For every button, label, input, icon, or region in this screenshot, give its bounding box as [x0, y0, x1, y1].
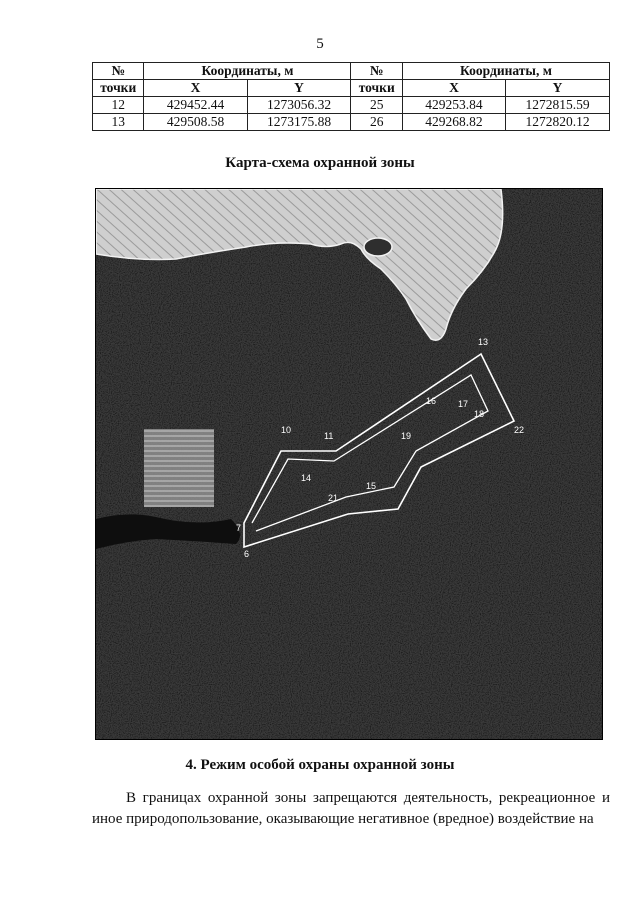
clearing-area: [144, 429, 214, 507]
map-point-label: 11: [324, 431, 334, 441]
satellite-map-image: [96, 189, 602, 739]
map-point-label: 10: [281, 425, 292, 435]
map-point-label: 7: [236, 523, 242, 533]
coordinates-table: [92, 62, 610, 131]
map-point-label: 21: [328, 493, 339, 503]
header-coordinates-2: Координаты, м: [402, 63, 609, 80]
map-title: Карта-схема охранной зоны: [225, 155, 415, 171]
map-point-label: 15: [366, 481, 377, 491]
map-point-label: 14: [301, 473, 312, 483]
table-cell: 26: [351, 114, 402, 131]
body-paragraph: В границах охранной зоны запрещаются деятельность, рекреационное и иное природопользование, оказывающие негативное (вредное) воздействие на: [92, 790, 610, 827]
table-cell: 429508.58: [144, 114, 247, 131]
table-cell: 1272820.12: [506, 114, 610, 131]
header-y-2: Y: [506, 80, 610, 97]
header-y: Y: [247, 80, 351, 97]
map-point-label: 22: [514, 425, 525, 435]
map-point-label: 17: [458, 399, 469, 409]
table-cell: 1273175.88: [247, 114, 351, 131]
field-pond: [364, 238, 392, 256]
header-point-number: №: [93, 63, 144, 80]
protected-zone-map: [95, 188, 603, 740]
table-cell: 12: [93, 97, 144, 114]
table-row: [93, 114, 610, 131]
section-heading: 4. Режим особой охраны охранной зоны: [185, 757, 455, 773]
header-coordinates: Координаты, м: [144, 63, 351, 80]
map-point-label: 13: [478, 337, 489, 347]
table-cell: 1272815.59: [506, 97, 610, 114]
table-cell: 429268.82: [402, 114, 505, 131]
header-x-2: X: [402, 80, 505, 97]
header-x: X: [144, 80, 247, 97]
header-point-number-2: №: [351, 63, 402, 80]
table-cell: 25: [351, 97, 402, 114]
table-cell: 429253.84: [402, 97, 505, 114]
table-cell: 1273056.32: [247, 97, 351, 114]
map-point-label: 19: [401, 431, 412, 441]
map-point-label: 18: [474, 409, 485, 419]
page-number: 5: [316, 36, 324, 52]
map-point-label: 6: [244, 549, 250, 559]
map-point-label: 16: [426, 396, 437, 406]
table-cell: 429452.44: [144, 97, 247, 114]
header-point-label-2: точки: [351, 80, 402, 97]
table-cell: 13: [93, 114, 144, 131]
header-point-label: точки: [93, 80, 144, 97]
table-row: [93, 97, 610, 114]
